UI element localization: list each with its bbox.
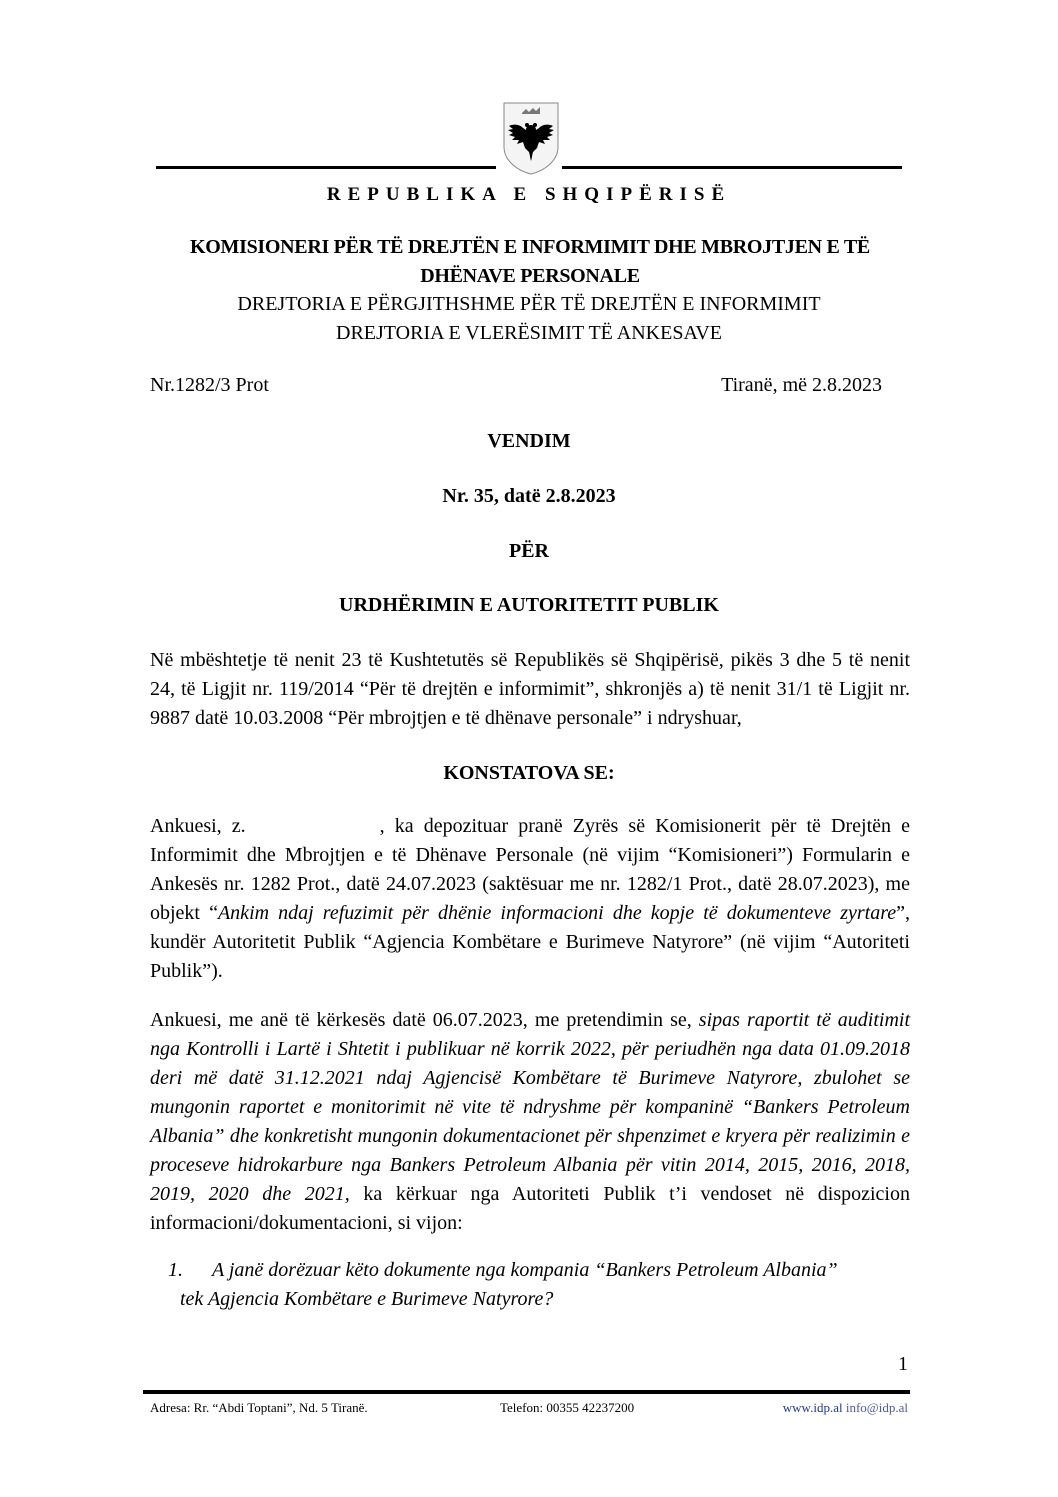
email-link[interactable]: info@idp.al: [845, 1400, 908, 1415]
footer-address: Adresa: Rr. “Abdi Toptani”, Nd. 5 Tiranë.: [150, 1400, 368, 1415]
request-claim: sipas raportit të auditimit nga Kontrolli i Lartë i Shtetit i publikuar në korrik 2022, për periudhën nga data 01.09.2018 deri më datë 31.12.2021 ndaj Agjencisë Kombëtare të Burimeve Natyrore, zbulohet se mungonin raportet e monitorimit në vite të ndryshme për kompaninë “Bankers Petroleum Albania” dhe konkretisht mungonin dokumentacionet për shpenzimet e kryera për realizimin e proceseve hidrokarbure nga Bankers Petroleum Albania për vitin 2014, 2015, 2016, 2018, 2019, 2020 dhe 2021,: [150, 1009, 910, 1205]
republic-title: REPUBLIKA E SHQIPËRISË: [326, 184, 732, 205]
complaint-text-2: ”, kundër Autoritetit Publik “Agjencia Kombëtare e Burimeve Natyrore” (në vijim “Autoriteti Publik”).: [150, 902, 911, 982]
request-paragraph: [150, 1006, 910, 1238]
header-rule-right: [562, 166, 902, 169]
complaint-paragraph: [150, 812, 910, 986]
directorates: [0, 290, 1058, 348]
institution-line-2: DHËNAVE PERSONALE: [420, 265, 640, 287]
header-rule-left: [156, 166, 496, 169]
protocol-number: Nr.1282/3 Prot: [150, 374, 269, 396]
section-heading: KONSTATOVA SE:: [443, 762, 615, 784]
list-text-line2: tek Agjencia Kombëtare e Burimeve Natyrore?: [180, 1288, 554, 1310]
decision-subject: URDHËRIMIN E AUTORITETIT PUBLIK: [339, 594, 719, 616]
request-text-1: Ankuesi, me anë të kërkesës datë 06.07.2023, me pretendimin se,: [150, 1009, 699, 1031]
directorate-complaints: DREJTORIA E VLERËSIMIT TË ANKESAVE: [336, 322, 722, 344]
directorate-general: DREJTORIA E PËRGJITHSHME PËR TË DREJTËN E INFORMIMIT: [237, 293, 821, 315]
institution-line-1: KOMISIONERI PËR TË DREJTËN E INFORMIMIT DHE MBROJTJEN E TË: [190, 236, 870, 258]
albanian-coat-of-arms-icon: [500, 101, 562, 175]
decision-number: Nr. 35, datë 2.8.2023: [442, 485, 616, 507]
request-text-2: ka kërkuar nga Autoriteti Publik t’i vendoset në dispozicion informacioni/dokumentacioni, si vijon:: [150, 1183, 910, 1234]
complaint-object: Ankim ndaj refuzimit për dhënie informacioni dhe kopje të dokumenteve zyrtare: [217, 902, 897, 924]
institution-name: [150, 233, 910, 291]
complainant-prefix: Ankuesi, z.: [150, 815, 246, 837]
place-date: Tiranë, më 2.8.2023: [721, 374, 882, 396]
page-number: 1: [898, 1353, 908, 1375]
legal-basis-paragraph: Në mbështetje të nenit 23 të Kushtetutës së Republikës së Shqipërisë, pikës 3 dhe 5 të nenit 24, të Ligjit nr. 119/2014 “Për të drejtën e informimit”, shkronjës a) të nenit 31/1 të Ligjit nr. 9887 datë 10.03.2008 “Për mbrojtjen e të dhënave personale” i ndryshuar,: [150, 649, 910, 729]
footer-rule: [143, 1390, 910, 1394]
list-text-line1: A janë dorëzuar këto dokumente nga kompania “Bankers Petroleum Albania”: [212, 1259, 838, 1281]
request-list-item: [168, 1256, 908, 1314]
list-number: 1.: [168, 1259, 183, 1281]
complaint-text-1: , ka depozituar pranë Zyrës së Komisionerit për të Drejtën e Informimit dhe Mbrojtjen e të Dhënave Personale (në vijim “Komisioneri”) Formularin e Ankesës nr. 1282 Prot., datë 24.07.2023 (saktësuar me nr. 1282/1 Prot., datë 28.07.2023), me objekt “: [150, 815, 910, 924]
footer-links: [783, 1400, 908, 1416]
decision-per: PËR: [509, 540, 549, 562]
footer-phone: Telefon: 00355 42237200: [500, 1400, 635, 1415]
website-link[interactable]: www.idp.al: [782, 1400, 843, 1415]
decision-type: VENDIM: [487, 430, 571, 452]
